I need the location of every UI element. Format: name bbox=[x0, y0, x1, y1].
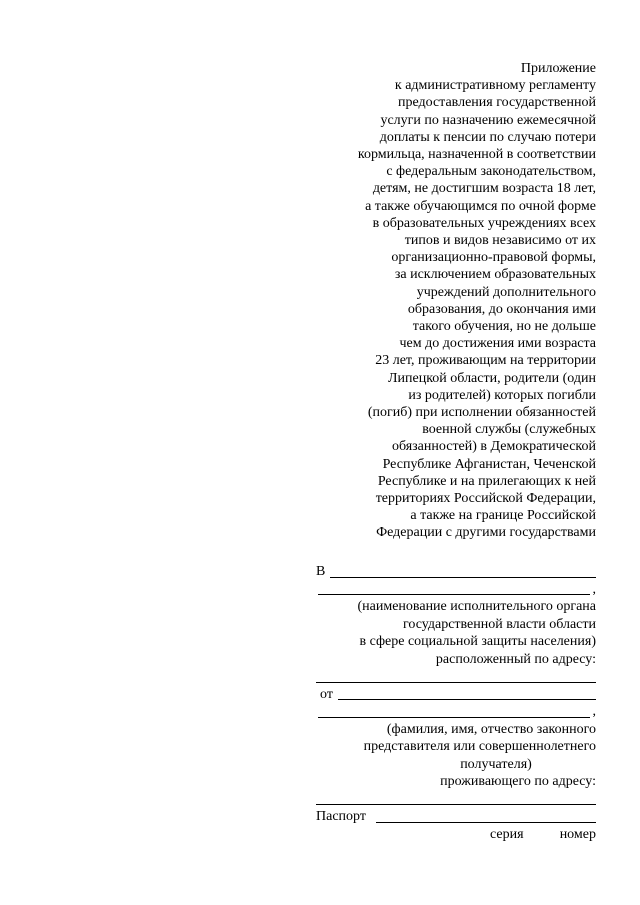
passport-row bbox=[316, 808, 596, 826]
org-hint-line: государственной власти области bbox=[402, 616, 596, 632]
appendix-line: услуги по назначению ежемесячной bbox=[380, 112, 596, 128]
appendix-line: учреждений дополнительного bbox=[416, 284, 596, 300]
appendix-line: детям, не достигшим возраста 18 лет, bbox=[372, 181, 596, 197]
located-at-label: расположенный по адресу: bbox=[435, 651, 596, 667]
passport-field[interactable] bbox=[376, 822, 596, 823]
appendix-line: Приложение bbox=[520, 61, 596, 76]
org-hint-line: (наименование исполнительного органа bbox=[357, 599, 596, 614]
appendix-line: а также обучающимся по очной форме bbox=[365, 198, 596, 214]
recipient-org-field[interactable] bbox=[330, 577, 596, 578]
passport-caption-row bbox=[316, 826, 596, 844]
appendix-line: 23 лет, проживающим на территории bbox=[375, 353, 596, 369]
person-hint-line: (фамилия, имя, отчество законного bbox=[386, 721, 596, 737]
passport-label: Паспорт bbox=[316, 809, 366, 824]
appendix-line: доплаты к пенсии по случаю потери bbox=[379, 129, 596, 145]
recipient-org-field-2[interactable] bbox=[318, 594, 590, 595]
from-label: от bbox=[320, 686, 333, 702]
residence-address-row bbox=[316, 791, 596, 809]
org-address-row bbox=[316, 668, 596, 686]
residing-at-label: проживающего по адресу: bbox=[440, 774, 596, 789]
application-addressee-form bbox=[316, 563, 596, 843]
recipient-row-continued bbox=[316, 581, 596, 599]
appendix-line: в образовательных учреждениях всех bbox=[372, 215, 596, 231]
appendix-line: за исключением образовательных bbox=[394, 267, 596, 283]
appendix-line: Республике Афганистан, Чеченской bbox=[382, 456, 596, 472]
appendix-line: кормильца, назначенной в соответствии bbox=[357, 147, 596, 163]
comma-mark: , bbox=[592, 581, 596, 597]
series-label: серия bbox=[490, 826, 524, 842]
residence-address-field[interactable] bbox=[316, 804, 596, 805]
appendix-line: Республике и на прилегающих к ней bbox=[377, 473, 596, 489]
appendix-line: территориях Российской Федерации, bbox=[375, 491, 596, 507]
sender-row-continued bbox=[316, 703, 596, 721]
appendix-line: военной службы (служебных bbox=[422, 422, 596, 438]
appendix-line: чем до достижения ими возраста bbox=[399, 336, 596, 352]
to-label: В bbox=[316, 564, 326, 579]
appendix-line: с федеральным законодательством, bbox=[386, 164, 596, 180]
person-hint-line: получателя) bbox=[460, 756, 532, 772]
org-address-field[interactable] bbox=[316, 682, 596, 683]
appendix-line: (погиб) при исполнении обязанностей bbox=[367, 405, 596, 421]
sender-row bbox=[316, 686, 596, 704]
appendix-line: а также на границе Российской bbox=[410, 508, 596, 524]
sender-name-field[interactable] bbox=[338, 699, 596, 700]
sender-name-field-2[interactable] bbox=[318, 717, 590, 718]
comma-mark: , bbox=[592, 704, 596, 719]
appendix-line: к административному регламенту bbox=[394, 78, 596, 94]
recipient-row bbox=[316, 563, 596, 581]
org-hint-line: в сфере социальной защиты населения) bbox=[359, 634, 596, 649]
appendix-header bbox=[296, 60, 596, 542]
appendix-line: такого обучения, но не дольше bbox=[412, 319, 596, 335]
number-label: номер bbox=[559, 826, 596, 842]
appendix-line: Федерации с другими государствами bbox=[376, 525, 596, 541]
appendix-line: образования, до окончания ими bbox=[407, 301, 596, 317]
person-hint-line: представителя или совершеннолетнего bbox=[363, 739, 596, 754]
appendix-line: обязанностей) в Демократической bbox=[391, 439, 596, 455]
appendix-line: типов и видов независимо от их bbox=[404, 233, 596, 249]
appendix-line: организационно-правовой формы, bbox=[391, 250, 596, 266]
appendix-line: Липецкой области, родители (один bbox=[388, 370, 596, 386]
appendix-line: из родителей) которых погибли bbox=[408, 387, 596, 403]
appendix-line: предоставления государственной bbox=[397, 95, 596, 111]
